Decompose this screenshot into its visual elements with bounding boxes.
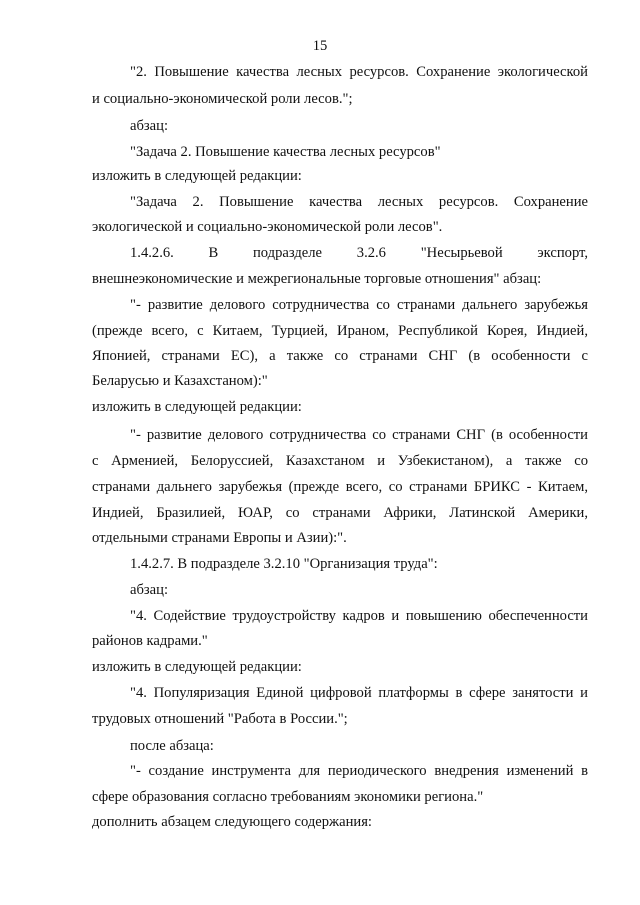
text-line: абзац:: [130, 582, 169, 598]
text-line: изложить в следующей редакции:: [92, 399, 302, 415]
text-line: после абзаца:: [130, 738, 214, 754]
text-line: "- развитие делового сотрудничества со странами дальнего зарубежья: [130, 297, 588, 313]
text-line: экологической и социально-экономической роли лесов".: [92, 219, 443, 235]
text-line: 1.4.2.7. В подразделе 3.2.10 "Организация труда":: [130, 556, 438, 572]
text-line: отдельными странами Европы и Азии):".: [92, 530, 347, 546]
text-line: трудовых отношений "Работа в России.";: [92, 711, 348, 727]
text-line: Беларусью и Казахстаном):": [92, 373, 268, 389]
text-line: "4. Популяризация Единой цифровой платформы в сфере занятости и: [130, 685, 588, 701]
text-line: внешнеэкономические и межрегиональные торговые отношения" абзац:: [92, 271, 542, 287]
text-line: "Задача 2. Повышение качества лесных ресурсов": [130, 144, 441, 160]
text-line: "4. Содействие трудоустройству кадров и повышению обеспеченности: [130, 608, 588, 624]
text-line: сфере образования согласно требованиям экономики региона.": [92, 789, 484, 805]
page-number: 15: [312, 38, 328, 54]
text-line: (прежде всего, с Китаем, Турцией, Ираном, Республикой Корея, Индией,: [92, 323, 588, 339]
text-line: "- развитие делового сотрудничества со странами СНГ (в особенности: [130, 427, 588, 443]
text-line: Индией, Бразилией, ЮАР, со странами Африки, Латинской Америки,: [92, 505, 588, 521]
text-line: дополнить абзацем следующего содержания:: [92, 814, 372, 830]
text-line: и социально-экономической роли лесов.";: [92, 91, 353, 107]
text-line: абзац:: [130, 118, 169, 134]
text-line: "- создание инструмента для периодического внедрения изменений в: [130, 763, 588, 779]
text-line: районов кадрами.": [92, 633, 208, 649]
text-line: Японией, странами ЕС), а также со странами СНГ (в особенности с: [92, 348, 588, 364]
text-line: изложить в следующей редакции:: [92, 168, 302, 184]
text-line: "2. Повышение качества лесных ресурсов. Сохранение экологической: [130, 64, 588, 80]
text-line: изложить в следующей редакции:: [92, 659, 302, 675]
text-line: 1.4.2.6. В подразделе 3.2.6 "Несырьевой экспорт,: [130, 245, 588, 261]
text-line: "Задача 2. Повышение качества лесных ресурсов. Сохранение: [130, 194, 588, 210]
text-line: странами дальнего зарубежья (прежде всего, со странами БРИКС - Китаем,: [92, 479, 588, 495]
text-line: с Арменией, Белоруссией, Казахстаном и Узбекистаном), а также со: [92, 453, 588, 469]
